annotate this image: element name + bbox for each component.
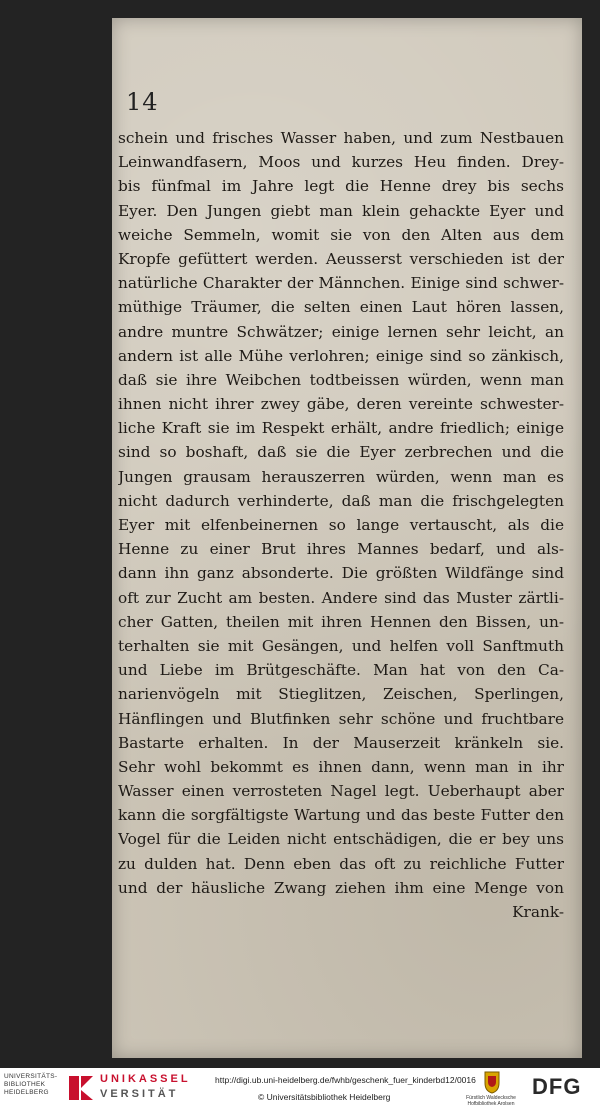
text-line: bis fünfmal im Jahre legt die Henne drey bis sechs bbox=[118, 177, 564, 196]
text-line: zu dulden hat. Denn eben das oft zu reichliche Futter bbox=[118, 854, 564, 873]
text-line: nicht dadurch verhinderte, daß man die frischgelegten bbox=[118, 491, 564, 510]
kassel-line-1: UNIKASSEL bbox=[100, 1073, 191, 1085]
text-line: sind so boshaft, daß sie die Eyer zerbrechen und die bbox=[118, 443, 564, 462]
text-line: terhalten sie mit Gesängen, und helfen voll Sanftmuth bbox=[118, 636, 564, 655]
text-line: natürliche Charakter der Männchen. Einige sind schwer- bbox=[118, 274, 564, 293]
text-line: daß sie ihre Weibchen todtbeissen würden, wenn man bbox=[118, 370, 564, 389]
page-number: 14 bbox=[126, 88, 159, 116]
text-line: liche Kraft sie im Respekt erhält, andre friedlich; einige bbox=[118, 419, 564, 438]
uni-heidelberg-line: UNIVERSITÄTS- bbox=[4, 1073, 58, 1080]
text-line: Jungen grausam herauszerren würden, wenn man es bbox=[118, 467, 564, 486]
text-line: dann ihn ganz absonderte. Die größten Wildfänge sind bbox=[118, 564, 564, 583]
text-line: schein und frisches Wasser haben, und zum Nestbauen bbox=[118, 129, 564, 147]
text-line: Bastarte erhalten. In der Mauserzeit kränkeln sie. bbox=[118, 733, 564, 752]
text-line: Wasser einen verrosteten Nagel legt. Ueberhaupt aber bbox=[118, 782, 564, 801]
kassel-mark-icon bbox=[67, 1074, 95, 1102]
text-line: Eyer. Den Jungen giebt man klein gehackte Eyer und bbox=[118, 201, 564, 220]
text-line: müthige Träumer, die selten einen Laut hören lassen, bbox=[118, 298, 564, 317]
text-line: kann die sorgfältigste Wartung und das beste Futter den bbox=[118, 806, 564, 825]
book-page bbox=[112, 18, 582, 1058]
text-line: Sehr wohl bekommt es ihnen dann, wenn man in ihr bbox=[118, 757, 564, 776]
waldeck-crest-icon bbox=[484, 1070, 500, 1094]
text-line: cher Gatten, theilen mit ihren Hennen den Bissen, un- bbox=[118, 612, 564, 631]
footer-bar bbox=[0, 1068, 600, 1108]
text-line: Kropfe gefüttert werden. Aeusserst verschieden ist der bbox=[118, 249, 564, 268]
text-line: Henne zu einer Brut ihres Mannes bedarf, und als- bbox=[118, 540, 564, 559]
uni-heidelberg-line: BIBLIOTHEK bbox=[4, 1081, 46, 1088]
text-line: Hänflingen und Blutfinken sehr schöne und fruchtbare bbox=[118, 709, 564, 728]
text-line: weiche Semmeln, womit sie von den Alten aus dem bbox=[118, 225, 564, 244]
text-line: andern ist alle Mühe verlohren; einige sind so zänkisch, bbox=[118, 346, 564, 365]
kassel-line-2: VERSITÄT bbox=[100, 1088, 179, 1100]
text-line: andre muntre Schwätzer; einige lernen sehr leicht, an bbox=[118, 322, 564, 341]
uni-heidelberg-line: HEIDELBERG bbox=[4, 1089, 49, 1096]
arolsen-line: Hofbibliothek Arolsen bbox=[467, 1101, 515, 1107]
text-line: ihnen nicht ihrer zwey gäbe, deren vereinte schwester- bbox=[118, 395, 564, 414]
arolsen-library-label bbox=[456, 1095, 526, 1107]
body-text bbox=[118, 126, 564, 924]
arolsen-line: Fürstlich Waldecksche bbox=[466, 1095, 516, 1101]
text-line: und der häusliche Zwang ziehen ihm eine Menge von bbox=[118, 878, 564, 897]
permalink[interactable]: http://digi.ub.uni-heidelberg.de/fwhb/geschenk_fuer_kinderbd12/0016 bbox=[215, 1075, 476, 1085]
text-line: Vogel für die Leiden nicht entschädigen, die er bey uns bbox=[118, 830, 564, 849]
copyright-notice: © Universitätsbibliothek Heidelberg bbox=[258, 1092, 391, 1102]
uni-kassel-logo bbox=[100, 1072, 191, 1102]
text-line: Eyer mit elfenbeinernen so lange vertauscht, als die bbox=[118, 516, 564, 534]
text-line: Krank- bbox=[512, 903, 564, 921]
dfg-logo: DFG bbox=[532, 1074, 582, 1099]
text-line: oft zur Zucht am besten. Andere sind das Muster zärtli- bbox=[118, 588, 564, 607]
text-line: Leinwandfasern, Moos und kurzes Heu finden. Drey- bbox=[118, 153, 564, 172]
uni-heidelberg-logo bbox=[4, 1073, 64, 1097]
text-line: narienvögeln mit Stieglitzen, Zeischen, Sperlingen, bbox=[118, 685, 564, 704]
text-line: und Liebe im Brütgeschäfte. Man hat von den Ca- bbox=[118, 661, 564, 680]
